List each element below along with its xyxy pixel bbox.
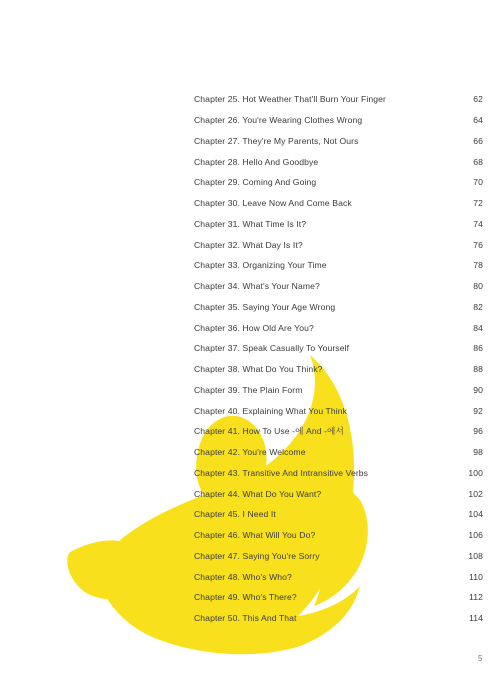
toc-entry <box>194 193 483 214</box>
toc-entry <box>194 380 483 401</box>
toc-entry-title: Chapter 39. The Plain Form <box>194 384 303 395</box>
toc-entry-page: 88 <box>473 364 483 375</box>
toc-entry-title: Chapter 41. How To Use -에 And -에서 <box>194 426 344 437</box>
toc-entry-page: 84 <box>473 322 483 333</box>
toc-entry <box>194 110 483 131</box>
toc-entry-page: 112 <box>469 592 483 603</box>
toc-entry-page: 72 <box>473 198 483 209</box>
toc-entry <box>194 421 483 442</box>
toc-entry-title: Chapter 50. This And That <box>194 613 297 624</box>
toc-entry <box>194 608 483 629</box>
toc-entry <box>194 338 483 359</box>
toc-entry-page: 102 <box>468 488 483 499</box>
toc-entry-title: Chapter 27. They're My Parents, Not Ours <box>194 135 359 146</box>
toc-entry <box>194 131 483 152</box>
toc-entry-title: Chapter 32. What Day Is It? <box>194 239 303 250</box>
toc-entry-title: Chapter 49. Who's There? <box>194 592 297 603</box>
toc-entry-page: 68 <box>473 156 483 167</box>
toc-entry-page: 110 <box>469 571 483 582</box>
toc-entry <box>194 400 483 421</box>
toc-entry <box>194 214 483 235</box>
toc-entry-title: Chapter 47. Saying You're Sorry <box>194 550 320 561</box>
toc-entry-page: 78 <box>473 260 483 271</box>
toc-entry <box>194 442 483 463</box>
toc-entry-title: Chapter 40. Explaining What You Think <box>194 405 348 416</box>
toc-entry-title: Chapter 28. Hello And Goodbye <box>194 156 319 167</box>
toc-entry-page: 74 <box>473 218 483 229</box>
toc-entry-page: 114 <box>469 613 483 624</box>
table-of-contents <box>194 89 483 629</box>
toc-entry-page: 86 <box>473 343 483 354</box>
toc-entry <box>194 89 483 110</box>
toc-entry-page: 106 <box>468 530 483 541</box>
page-number: 5 <box>478 654 483 663</box>
toc-entry-page: 66 <box>473 135 483 146</box>
toc-entry-title: Chapter 38. What Do You Think? <box>194 364 323 375</box>
toc-entry-page: 100 <box>468 467 483 478</box>
toc-entry <box>194 276 483 297</box>
toc-entry <box>194 172 483 193</box>
toc-entry-page: 96 <box>473 426 483 437</box>
toc-entry <box>194 587 483 608</box>
toc-entry <box>194 546 483 567</box>
toc-entry-page: 104 <box>468 509 483 520</box>
toc-entry-page: 76 <box>473 239 483 250</box>
toc-entry-title: Chapter 30. Leave Now And Come Back <box>194 198 352 209</box>
toc-entry <box>194 297 483 318</box>
toc-entry-page: 80 <box>473 281 483 292</box>
toc-entry-title: Chapter 36. How Old Are You? <box>194 322 314 333</box>
toc-entry-title: Chapter 31. What Time Is It? <box>194 218 307 229</box>
toc-entry-title: Chapter 43. Transitive And Intransitive Verbs <box>194 467 369 478</box>
toc-entry <box>194 255 483 276</box>
toc-entry-title: Chapter 44. What Do You Want? <box>194 488 322 499</box>
toc-entry-title: Chapter 37. Speak Casually To Yourself <box>194 343 350 354</box>
toc-entry-title: Chapter 26. You're Wearing Clothes Wrong <box>194 115 363 126</box>
toc-entry-page: 90 <box>473 384 483 395</box>
toc-entry <box>194 151 483 172</box>
toc-entry <box>194 234 483 255</box>
toc-entry <box>194 566 483 587</box>
toc-entry-title: Chapter 48. Who's Who? <box>194 571 292 582</box>
toc-entry-page: 64 <box>473 115 483 126</box>
toc-entry <box>194 463 483 484</box>
toc-entry-page: 70 <box>473 177 483 188</box>
toc-entry-title: Chapter 25. Hot Weather That'll Burn Your Finger <box>194 94 386 105</box>
toc-entry-title: Chapter 42. You're Welcome <box>194 447 306 458</box>
toc-entry-page: 98 <box>473 447 483 458</box>
toc-entry-page: 92 <box>473 405 483 416</box>
toc-entry <box>194 483 483 504</box>
toc-entry-page: 62 <box>473 94 483 105</box>
toc-entry-title: Chapter 45. I Need It <box>194 509 276 520</box>
toc-entry <box>194 504 483 525</box>
toc-entry <box>194 317 483 338</box>
toc-entry-page: 108 <box>468 550 483 561</box>
toc-entry-page: 82 <box>473 301 483 312</box>
toc-entry-title: Chapter 33. Organizing Your Time <box>194 260 327 271</box>
toc-entry-title: Chapter 34. What's Your Name? <box>194 281 320 292</box>
toc-entry-title: Chapter 35. Saying Your Age Wrong <box>194 301 336 312</box>
toc-entry-title: Chapter 46. What Will You Do? <box>194 530 316 541</box>
toc-entry-title: Chapter 29. Coming And Going <box>194 177 317 188</box>
toc-entry <box>194 525 483 546</box>
toc-entry <box>194 359 483 380</box>
